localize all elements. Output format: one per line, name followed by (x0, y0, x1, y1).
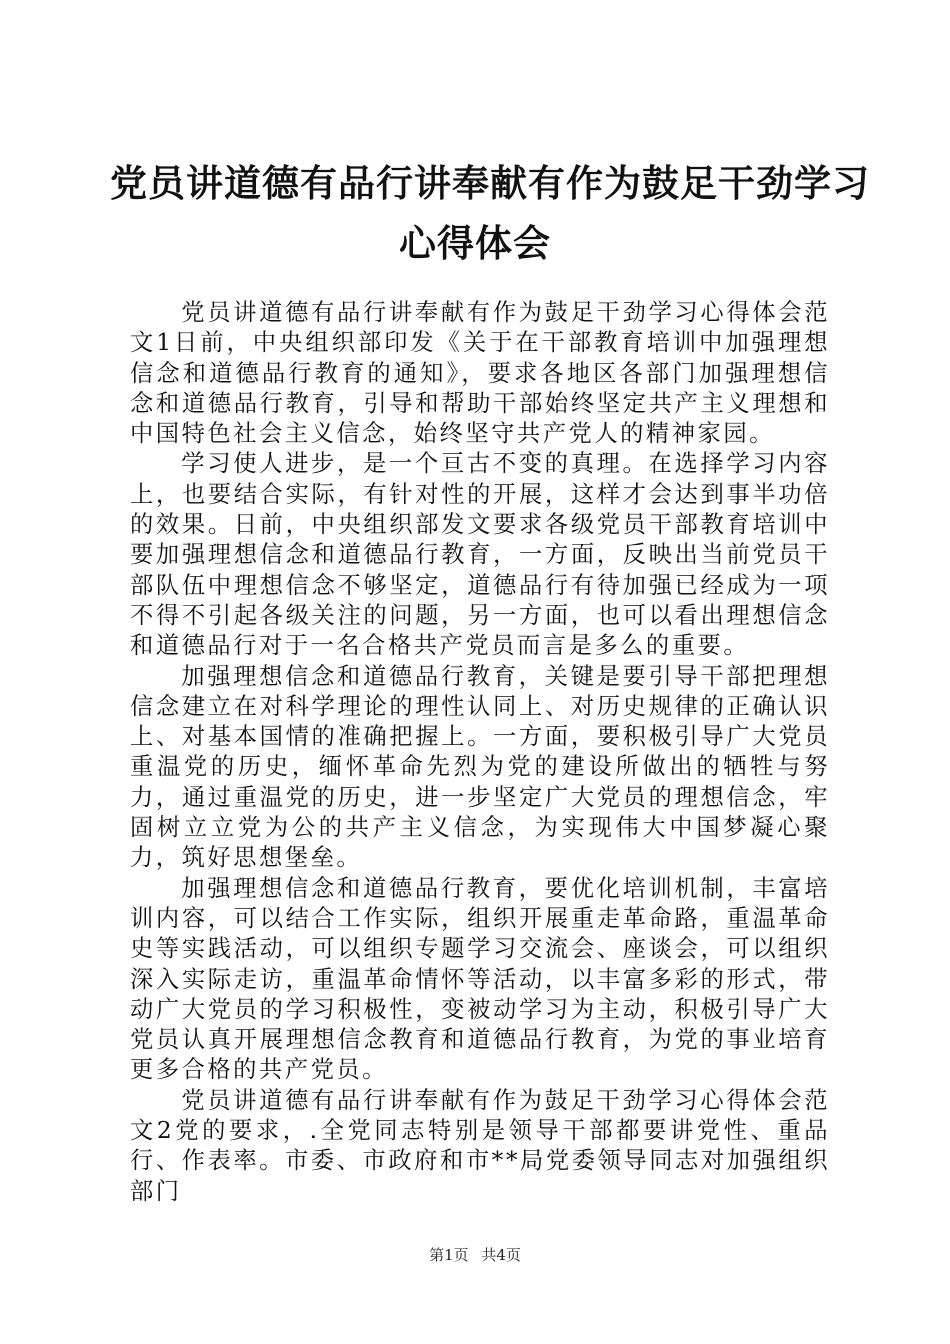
document-title-line-1: 党员讲道德有品行讲奉献有作为鼓足干劲学习 (110, 162, 870, 205)
document-body (130, 298, 830, 1207)
page-number: 第1页 (429, 1246, 469, 1264)
paragraph-3: 加强理想信念和道德品行教育，关键是要引导干部把理想信念建立在对科学理论的理性认同上、对历史规律的正确认识上、对基本国情的准确把握上。一方面，要积极引导广大党员重温党的历史，缅怀革命先烈为党的建设所做出的牺牲与努力，通过重温党的历史，进一步坚定广大党员的理想信念，牢固树立立党为公的共产主义信念，为实现伟大中国梦凝心聚力，筑好思想堡垒。 (130, 662, 830, 872)
document-title-line-2: 心得体会 (399, 222, 551, 265)
paragraph-2: 学习使人进步，是一个亘古不变的真理。在选择学习内容上，也要结合实际，有针对性的开展，这样才会达到事半功倍的效果。日前，中央组织部发文要求各级党员干部教育培训中要加强理想信念和道德品行教育，一方面，反映出当前党员干部队伍中理想信念不够坚定，道德品行有待加强已经成为一项不得不引起各级关注的问题，另一方面，也可以看出理想信念和道德品行对于一名合格共产党员而言是多么的重要。 (130, 450, 830, 660)
page-total: 共4页 (481, 1246, 521, 1264)
page-footer (0, 1245, 950, 1265)
paragraph-4: 加强理想信念和道德品行教育，要优化培训机制，丰富培训内容，可以结合工作实际，组织开展重走革命路，重温革命史等实践活动，可以组织专题学习交流会、座谈会，可以组织深入实际走访，重温革命情怀等活动，以丰富多彩的形式，带动广大党员的学习积极性，变被动学习为主动，积极引导广大党员认真开展理想信念教育和道德品行教育，为党的事业培育更多合格的共产党员。 (130, 874, 830, 1084)
paragraph-5: 党员讲道德有品行讲奉献有作为鼓足干劲学习心得体会范文2党的要求，.全党同志特别是领导干部都要讲党性、重品行、作表率。市委、市政府和市**局党委领导同志对加强组织部门 (130, 1086, 830, 1205)
paragraph-1: 党员讲道德有品行讲奉献有作为鼓足干劲学习心得体会范文1日前，中央组织部印发《关于在干部教育培训中加强理想信念和道德品行教育的通知》，要求各地区各部门加强理想信念和道德品行教育，引导和帮助干部始终坚定共产主义理想和中国特色社会主义信念，始终坚守共产党人的精神家园。 (130, 299, 830, 448)
